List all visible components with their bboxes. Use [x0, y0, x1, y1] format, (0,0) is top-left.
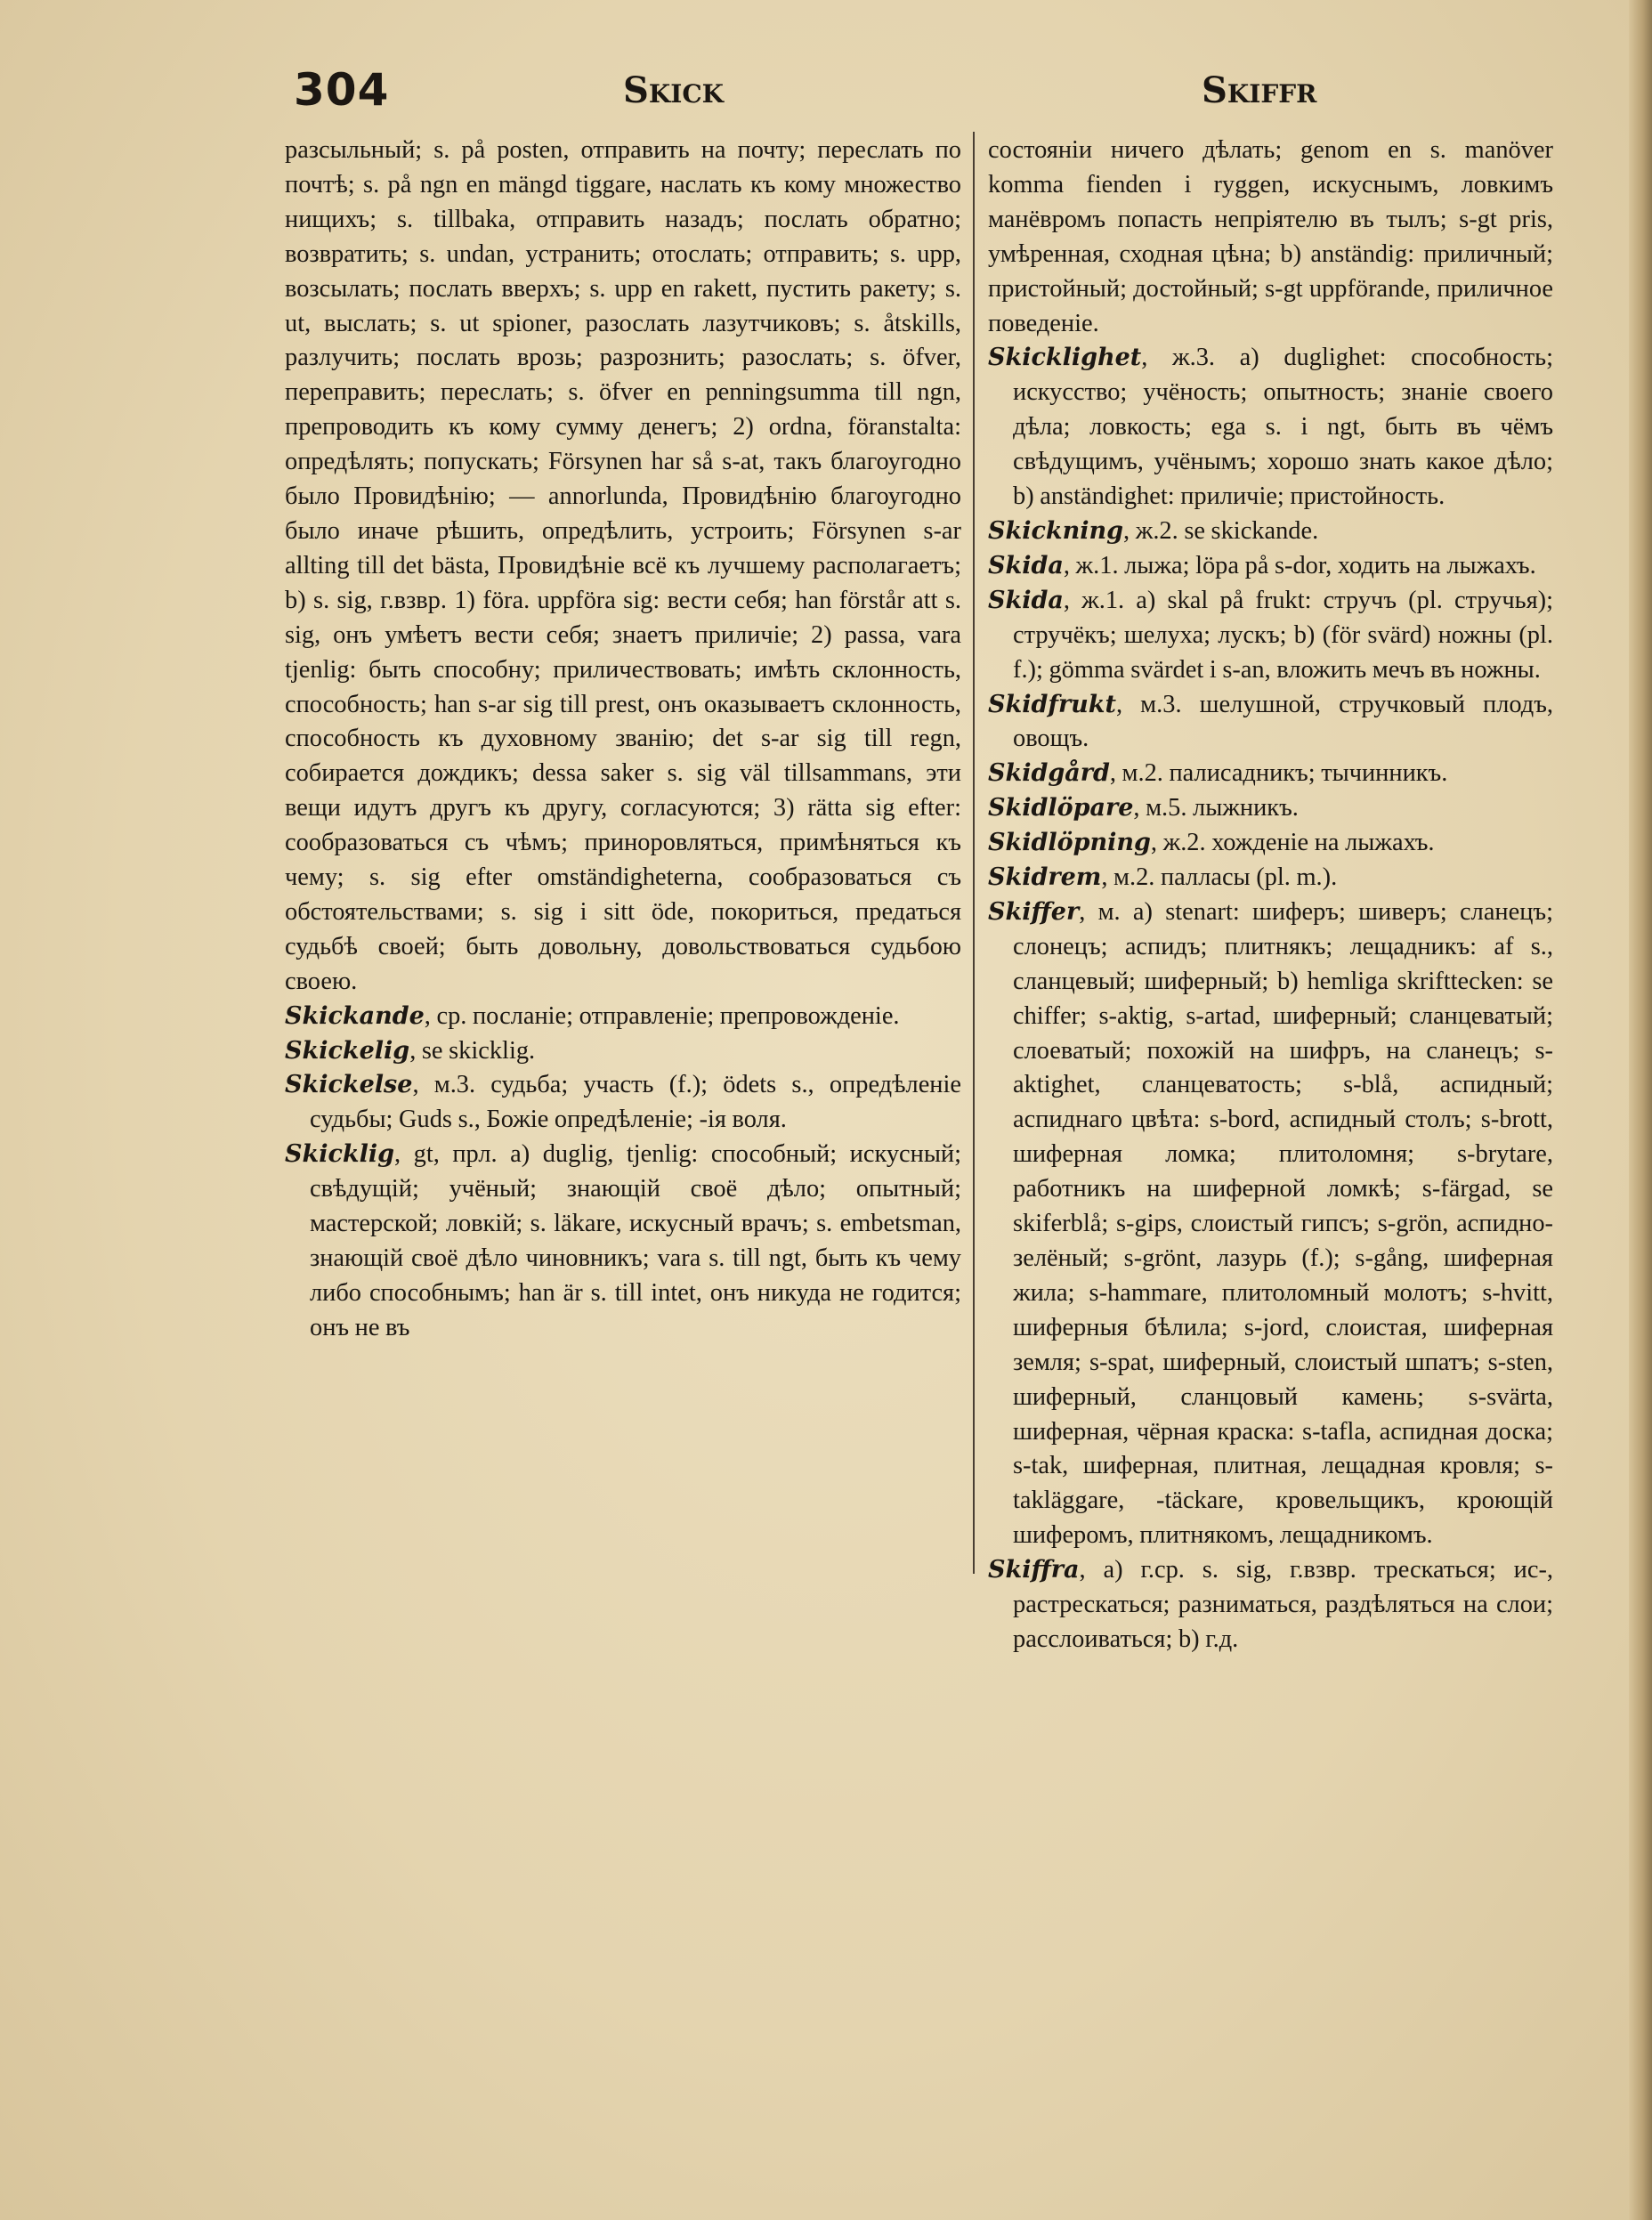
entry-definition: , ж.2. хожденіе на лыжахъ. — [1150, 829, 1435, 857]
dictionary-entry — [988, 826, 1553, 861]
entry-headword: Skickelig — [285, 1036, 410, 1065]
entry-definition: , ж.2. se skickande. — [1123, 516, 1319, 545]
guide-word-right: Skiffr — [1202, 69, 1317, 111]
dictionary-entry — [988, 895, 1553, 1553]
entry-definition: , м. a) stenart: шиферъ; шиверъ; сланецъ; слонецъ; аспидъ; плитнякъ; лещадникъ: af s., сланцевый; шиферный; b) hemliga skrifttecken: se chiffer; s-aktig, s-artad, шиферный; сланцеватый; слоеватый; похожій на шифръ, на сланецъ; s-aktighet, сланцеватость; s-blå, аспидный; аспиднаго цвѣта: s-bord, аспидный столъ; s-brott, шиферная ломка; плитоломня; s-brytare, работникъ на шиферной ломкѣ; s-färgad, se skiferblå; s-gips, слоистый гипсъ; s-grön, аспидно-зелёный; s-grönt, лазурь (f.); s-gång, шиферная жила; s-hammare, плитоломный молотъ; s-hvitt, шиферныя бѣлила; s-jord, слоистая, шиферная земля; s-spat, шиферный, слоистый шпатъ; s-sten, шиферный, сланцовый камень; s-svärta, шиферная, чёрная краска: s-tafla, аспидная доска; s-tak, шиферная, плитная, лещадная кровля; s-takläggare, -täckare, кровельщикъ, кроющій шиферомъ, плитнякомъ, лещадникомъ. — [1013, 897, 1553, 1550]
entry-definition: , м.2. палисадникъ; тычинникъ. — [1109, 759, 1448, 788]
page-edge — [1629, 0, 1652, 2220]
entry-definition: , a) г.ср. s. sig, г.взвр. трескаться; ис-, растрескаться; разниматься, раздѣляться на слои; расслоиваться; b) г.д. — [1013, 1556, 1553, 1653]
dictionary-entry — [988, 1553, 1553, 1657]
left-column — [285, 134, 961, 1346]
dictionary-entry — [285, 1068, 961, 1138]
right-column — [988, 134, 1553, 1657]
entry-headword: Skidgård — [988, 759, 1110, 788]
entry-headword: Skida — [988, 586, 1064, 614]
dictionary-entry — [988, 341, 1553, 514]
dictionary-entry — [988, 584, 1553, 688]
entry-headword: Skida — [988, 551, 1064, 579]
entry-definition: , м.3. шелушной, стручковый плодъ, овощъ. — [1013, 690, 1553, 753]
dictionary-entry — [285, 1138, 961, 1345]
entry-headword: Skidfrukt — [988, 690, 1116, 718]
entry-definition: , ж.1. a) skal på frukt: стручъ (pl. стручья); стручёкъ; шелуха; лускъ; b) (för svärd) ножны (pl. f.); gömma svärdet i s-an, вложить мечъ въ ножны. — [1013, 586, 1553, 684]
dictionary-entry — [988, 757, 1553, 791]
entry-definition: , ж.1. лыжа; löpa på s-dor, ходить на лыжахъ. — [1063, 551, 1536, 579]
entry-definition: , ср. посланіе; отправленіе; препровожденіе. — [424, 1001, 900, 1030]
column-divider — [973, 132, 975, 1574]
entry-definition: , se skicklig. — [409, 1036, 536, 1065]
entry-definition: , м.2. палласы (pl. m.). — [1101, 863, 1338, 892]
entry-continuation: разсыльный; s. på posten, отправить на почту; переслать по почтѣ; s. på ngn en mängd tiggare, наслать къ кому множество нищихъ; s. tillbaka, отправить назадъ; послать обратно; возвратить; s. undan, устранить; отослать; отправить; s. upp, возсылать; послать вверхъ; s. upp en rakett, пустить ракету; s. ut, выслать; s. ut spioner, разослать лазутчиковъ; s. åtskills, разлучить; послать врозь; разрознить; разослать; s. öfver, переправить; переслать; s. öfver en penningsumma till ngn, препроводить къ кому сумму денегъ; 2) ordna, föranstalta: опредѣлять; попускать; Försynen har så s-at, такъ благоугодно было Провидѣнію; — annorlunda, Провидѣнію благоугодно было иначе рѣшить, опредѣлить, устроить; Försynen s-ar allting till det bästa, Провидѣніе всё къ лучшему располагаетъ; b) s. sig, г.взвр. 1) föra. uppföra sig: вести себя; han förstår att s. sig, онъ умѣетъ вести себя; знаетъ приличіе; 2) passa, vara tjenlig: быть способну; приличествовать; имѣть склонность, способность; han s-ar sig till prest, онъ оказываетъ склонность, способность къ духовному званію; det s-ar sig till regn, собирается дождикъ; dessa saker s. sig väl tillsammans, эти вещи идутъ другъ къ другу, согласуются; 3) rätta sig efter: сообразоваться съ чѣмъ; приноровляться, примѣняться къ чему; s. sig efter omständigheterna, сообразоваться съ обстоятельствами; s. sig i sitt öde, покориться, предаться судьбѣ своей; быть довольну, довольствоваться судьбою своею. — [285, 136, 961, 995]
dictionary-entry — [988, 549, 1553, 584]
page-header — [0, 64, 1652, 117]
entry-definition: , м.5. лыжникъ. — [1133, 794, 1299, 822]
entry-headword: Skiffer — [988, 897, 1080, 926]
dictionary-entry — [988, 791, 1553, 826]
dictionary-entry — [988, 514, 1553, 549]
guide-word-left: Skick — [623, 69, 724, 111]
entry-headword: Skidlöpning — [988, 829, 1151, 857]
entry-headword: Skicklighet — [988, 344, 1142, 372]
entry-headword: Skicklig — [285, 1140, 395, 1169]
dictionary-entry — [285, 1000, 961, 1034]
entry-headword: Skickning — [988, 516, 1124, 545]
dictionary-entry — [988, 688, 1553, 758]
entry-definition: , gt, прл. a) duglig, tjenlig: способный; искусный; свѣдущій; учёный; знающій своё дѣло; опытный; мастерской; ловкій; s. läkare, искусный врачъ; s. embetsman, знающій своё дѣло чиновникъ; vara s. till ngt, быть къ чему либо способнымъ; han är s. till intet, онъ никуда не годится; онъ не въ — [310, 1140, 961, 1341]
page-number: 304 — [294, 64, 390, 116]
entry-headword: Skidlöpare — [988, 794, 1134, 822]
dictionary-entry — [988, 861, 1553, 895]
dictionary-entry — [285, 1034, 961, 1069]
entry-headword: Skiffra — [988, 1556, 1080, 1584]
entry-headword: Skickelse — [285, 1071, 413, 1099]
entry-definition: , м.3. судьба; участь (f.); ödets s., опредѣленіе судьбы; Guds s., Божіе опредѣленіе; -ія воля. — [310, 1071, 961, 1134]
entry-headword: Skidrem — [988, 863, 1102, 892]
entry-continuation: состояніи ничего дѣлать; genom en s. manöver komma fienden i ryggen, искуснымъ, ловкимъ манёвромъ попасть непріятелю въ тылъ; s-gt pris, умѣренная, сходная цѣна; b) anständig: приличный; пристойный; достойный; s-gt uppförande, приличное поведеніе. — [988, 136, 1553, 337]
entry-headword: Skickande — [285, 1001, 425, 1030]
entry-definition: , ж.3. a) duglighet: способность; искусство; учёность; опытность; знаніе своего дѣла; ловкость; ega s. i ngt, быть въ чёмъ свѣдущимъ, учёнымъ; хорошо знать какое дѣло; b) anständighet: приличіе; пристойность. — [1013, 344, 1553, 511]
